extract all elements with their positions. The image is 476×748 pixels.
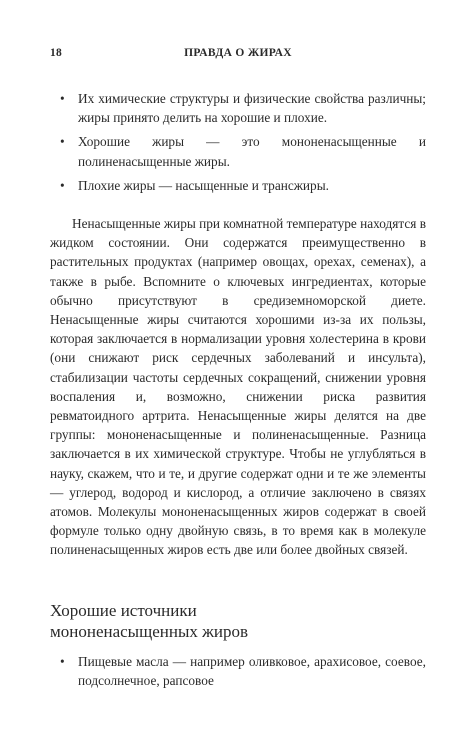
list-item: • Их химические структуры и физические свойства различны; жиры принято делить на хорошие и плохие.	[50, 89, 426, 127]
body-paragraph: Ненасыщенные жиры при комнатной температуре находятся в жидком состоянии. Они содержатся преимущественно в растительных продуктах (например овощах, орехах, семенах), а также в рыбе. Вспомните о ключевых ингредиентах, которые обычно присутствуют в средиземноморской диете. Ненасыщенные жиры считаются хорошими из-за их пользы, которая заключается в нормализации уровня холестерина в крови (они снижают риск сердечных заболеваний и инсульта), стабилизации частоты сердечных сокращений, снижении уровня воспаления и, возможно, снижении риска развития ревматоидного артрита. Ненасыщенные жиры делятся на две группы: мононенасыщенные и полиненасыщенные. Разница заключается в их химической структуре. Чтобы не углубляться в науку, скажем, что и те, и другие содержат одни и те же элементы — углерод, водород и кислород, а отличие заключено в связях атомов. Молекулы мононенасыщенных жиров содержат в своей формуле только одну двойную связь, в то время как в молекуле полиненасыщенных жиров есть две или более двойных связей.	[50, 216, 426, 558]
section-heading	[50, 600, 426, 642]
list-item: • Пищевые масла — например оливковое, арахисовое, соевое, подсолнечное, рапсовое	[50, 652, 426, 690]
running-header	[50, 47, 426, 63]
running-title: ПРАВДА О ЖИРАХ	[184, 47, 292, 59]
sources-bullet-list	[50, 652, 426, 695]
list-item: • Хорошие жиры — это мононенасыщенные и полиненасыщенные жиры.	[50, 132, 426, 170]
list-item: • Плохие жиры — насыщенные и трансжиры.	[50, 176, 426, 195]
page-number: 18	[50, 47, 63, 59]
section-heading-line1: Хорошие источники	[50, 601, 197, 620]
summary-bullet-list	[50, 89, 426, 200]
section-heading-line2: мононенасыщенных жиров	[50, 622, 248, 641]
